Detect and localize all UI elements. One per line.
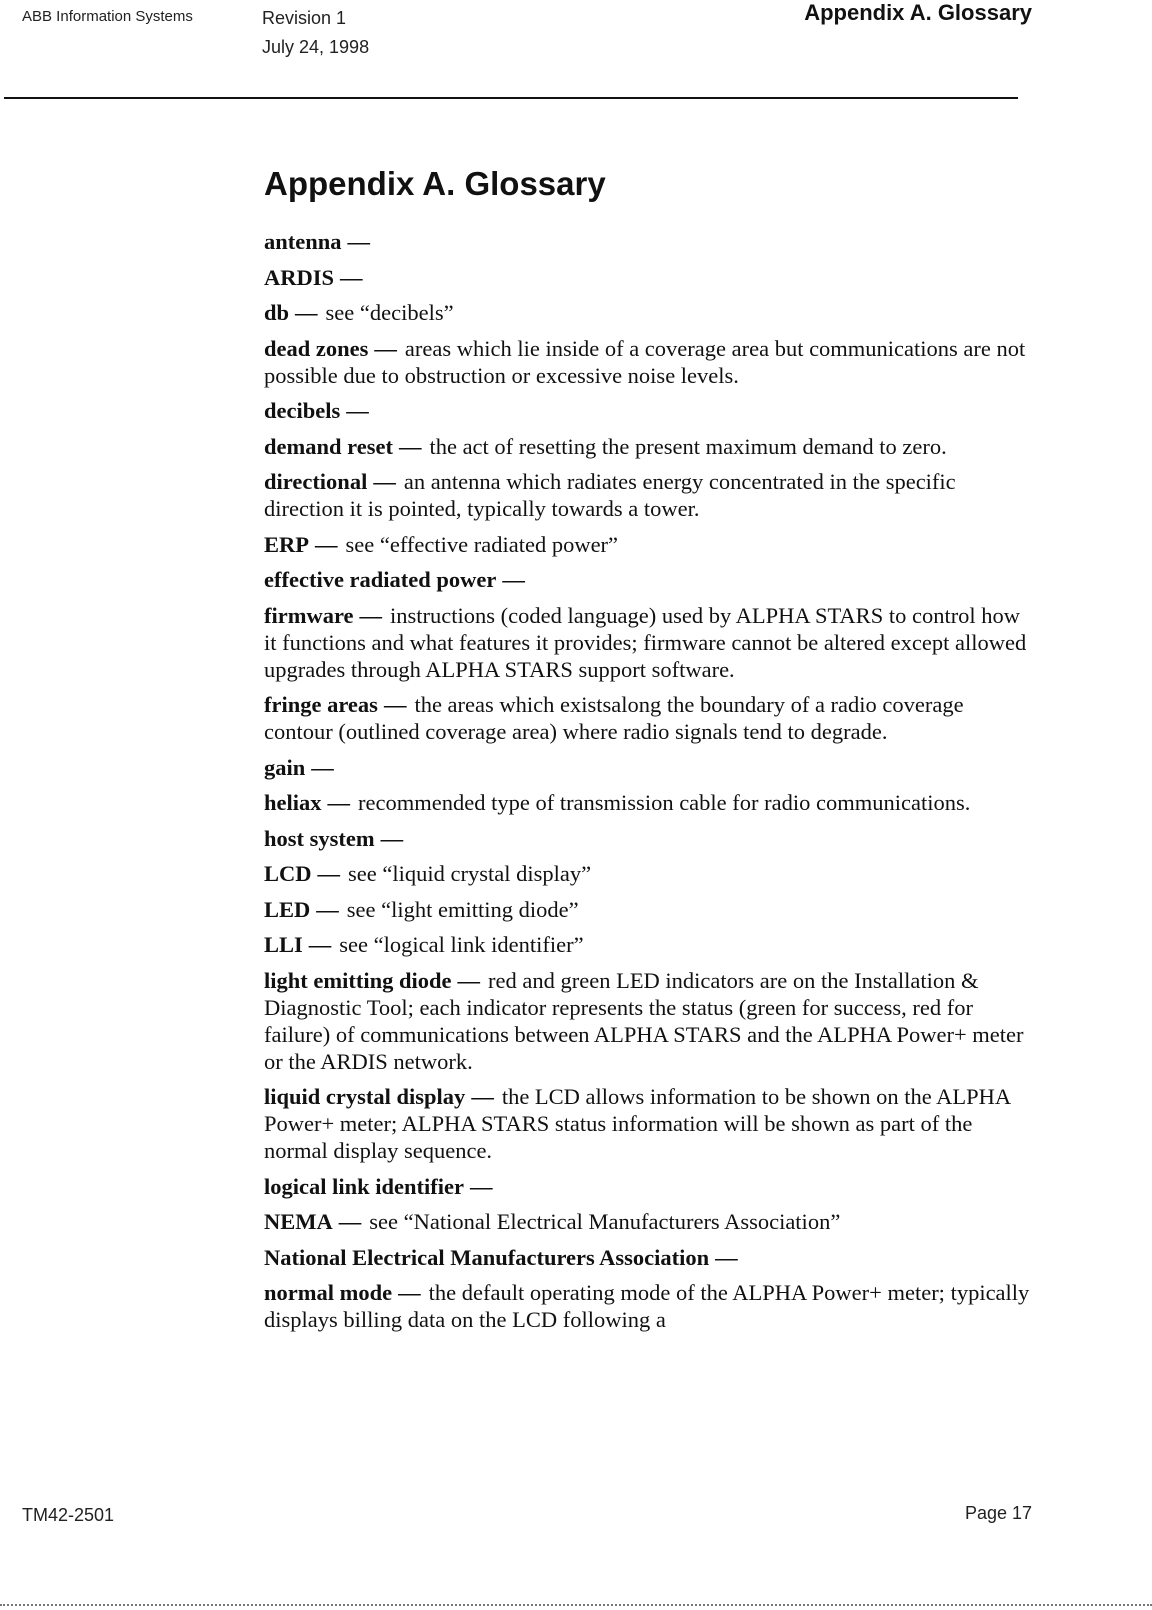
glossary-term: ARDIS bbox=[264, 264, 335, 290]
em-dash: — bbox=[295, 300, 318, 325]
glossary-entry bbox=[264, 602, 1034, 683]
page-number: Page 17 bbox=[964, 1503, 1032, 1523]
company-name: ABB Information Systems bbox=[22, 8, 193, 25]
glossary-definition: see “National Electrical Manufacturers Association” bbox=[369, 1209, 841, 1234]
glossary-definition: recommended type of transmission cable for radio communications. bbox=[358, 790, 971, 815]
glossary-term: effective radiated power bbox=[264, 567, 497, 592]
glossary-term: logical link identifier bbox=[264, 1173, 464, 1199]
glossary-term: gain bbox=[264, 754, 306, 780]
em-dash: — bbox=[317, 861, 341, 886]
glossary-term: National Electrical Manufacturers Association bbox=[264, 1244, 710, 1270]
glossary-definition: see “liquid crystal display” bbox=[348, 861, 592, 886]
glossary-entry bbox=[264, 1279, 1034, 1333]
glossary-entry bbox=[264, 1083, 1034, 1164]
revision-block bbox=[262, 4, 369, 62]
em-dash: — bbox=[374, 335, 397, 361]
glossary-entry bbox=[264, 896, 1034, 923]
em-dash: — bbox=[715, 1244, 738, 1270]
glossary-entry bbox=[264, 468, 1034, 522]
glossary-term: firmware bbox=[264, 602, 354, 628]
glossary-definition: see “effective radiated power” bbox=[345, 531, 619, 557]
glossary-definition: instructions (coded language) used by ALPHA STARS to control how it functions and what features it provides; firmware cannot be altered except allowed upgrades through ALPHA STARS support software. bbox=[264, 602, 1027, 682]
glossary-term: dead zones bbox=[264, 335, 369, 361]
glossary-definition: red and green LED indicators are on the Installation & Diagnostic Tool; each indicator represents the status (green for success, red for failure) of communications between ALPHA STARS and the ALPHA Power+ meter or the ARDIS network. bbox=[264, 967, 1024, 1074]
glossary-definition: the LCD allows information to be shown on the ALPHA Power+ meter; ALPHA STARS status information will be shown as part of the normal display sequence. bbox=[264, 1084, 1010, 1163]
page-title: Appendix A. Glossary bbox=[264, 165, 606, 202]
glossary-term: directional bbox=[264, 469, 368, 494]
glossary-term: LED bbox=[264, 896, 311, 922]
glossary-definition: see “logical link identifier” bbox=[339, 932, 584, 957]
revision-label: Revision 1 bbox=[262, 8, 347, 28]
glossary-entry bbox=[264, 825, 1034, 852]
em-dash: — bbox=[398, 433, 422, 459]
header-divider bbox=[4, 97, 1018, 99]
revision-date: July 24, 1998 bbox=[262, 37, 370, 57]
glossary-definition: the default operating mode of the ALPHA Power+ meter; typically displays billing data on the LCD following a bbox=[264, 1280, 1030, 1332]
glossary-definition: areas which lie inside of a coverage area but communications are not possible due to obstruction or excessive noise levels. bbox=[264, 335, 1026, 388]
glossary-definition: the act of resetting the present maximum demand to zero. bbox=[429, 433, 947, 459]
running-section-title: Appendix A. Glossary bbox=[804, 0, 1032, 25]
glossary-entry bbox=[264, 1244, 1034, 1271]
glossary-term: LLI bbox=[264, 932, 303, 957]
glossary-entry bbox=[264, 931, 1034, 958]
glossary-entry bbox=[264, 531, 1034, 558]
em-dash: — bbox=[308, 932, 332, 957]
glossary-term: NEMA bbox=[264, 1209, 333, 1234]
glossary-term: demand reset bbox=[264, 433, 393, 459]
glossary-term: LCD bbox=[264, 861, 312, 886]
glossary-entry bbox=[264, 299, 1034, 326]
em-dash: — bbox=[338, 1209, 362, 1234]
document-code: TM42-2501 bbox=[22, 1505, 115, 1525]
glossary-term: light emitting diode bbox=[264, 967, 452, 993]
glossary-entry bbox=[264, 860, 1034, 887]
em-dash: — bbox=[383, 692, 407, 717]
glossary-entry bbox=[264, 1173, 1034, 1200]
glossary-entry bbox=[264, 967, 1034, 1075]
em-dash: — bbox=[373, 469, 396, 494]
em-dash: — bbox=[327, 790, 351, 815]
em-dash: — bbox=[457, 967, 481, 993]
glossary-definition: see “light emitting diode” bbox=[346, 896, 579, 922]
glossary-entry bbox=[264, 335, 1034, 389]
glossary-term: ERP bbox=[264, 531, 309, 557]
em-dash: — bbox=[502, 567, 525, 592]
glossary-entry bbox=[264, 264, 1034, 291]
em-dash: — bbox=[340, 264, 363, 290]
glossary-term: liquid crystal display bbox=[264, 1084, 466, 1109]
glossary-definition: the areas which existsalong the boundary of a radio coverage contour (outlined coverage area) where radio signals tend to degrade. bbox=[264, 692, 964, 744]
glossary-entry bbox=[264, 691, 1034, 745]
em-dash: — bbox=[471, 1084, 494, 1109]
em-dash: — bbox=[311, 754, 334, 780]
em-dash: — bbox=[359, 602, 383, 628]
glossary-entry bbox=[264, 754, 1034, 781]
glossary-term: db bbox=[264, 300, 290, 325]
em-dash: — bbox=[470, 1173, 493, 1199]
em-dash: — bbox=[316, 896, 339, 922]
glossary-definition: see “decibels” bbox=[325, 300, 454, 325]
glossary-entry bbox=[264, 397, 1034, 424]
glossary-definition: an antenna which radiates energy concentrated in the specific direction it is pointed, typically towards a tower. bbox=[264, 469, 956, 521]
em-dash: — bbox=[315, 531, 338, 557]
scan-edge-artifact bbox=[0, 1604, 1152, 1608]
glossary-entry bbox=[264, 566, 1034, 593]
em-dash: — bbox=[347, 229, 371, 254]
glossary-entry bbox=[264, 228, 1034, 255]
glossary-term: normal mode bbox=[264, 1280, 393, 1305]
em-dash: — bbox=[346, 398, 369, 423]
glossary-entry bbox=[264, 433, 1034, 460]
em-dash: — bbox=[380, 825, 404, 851]
glossary-term: fringe areas bbox=[264, 692, 378, 717]
glossary-entry bbox=[264, 1208, 1034, 1235]
glossary-term: antenna bbox=[264, 229, 342, 254]
glossary-term: host system bbox=[264, 825, 375, 851]
glossary-term: heliax bbox=[264, 790, 322, 815]
glossary-entry bbox=[264, 789, 1034, 816]
em-dash: — bbox=[398, 1280, 421, 1305]
glossary-list bbox=[264, 228, 1034, 1342]
glossary-term: decibels bbox=[264, 398, 341, 423]
